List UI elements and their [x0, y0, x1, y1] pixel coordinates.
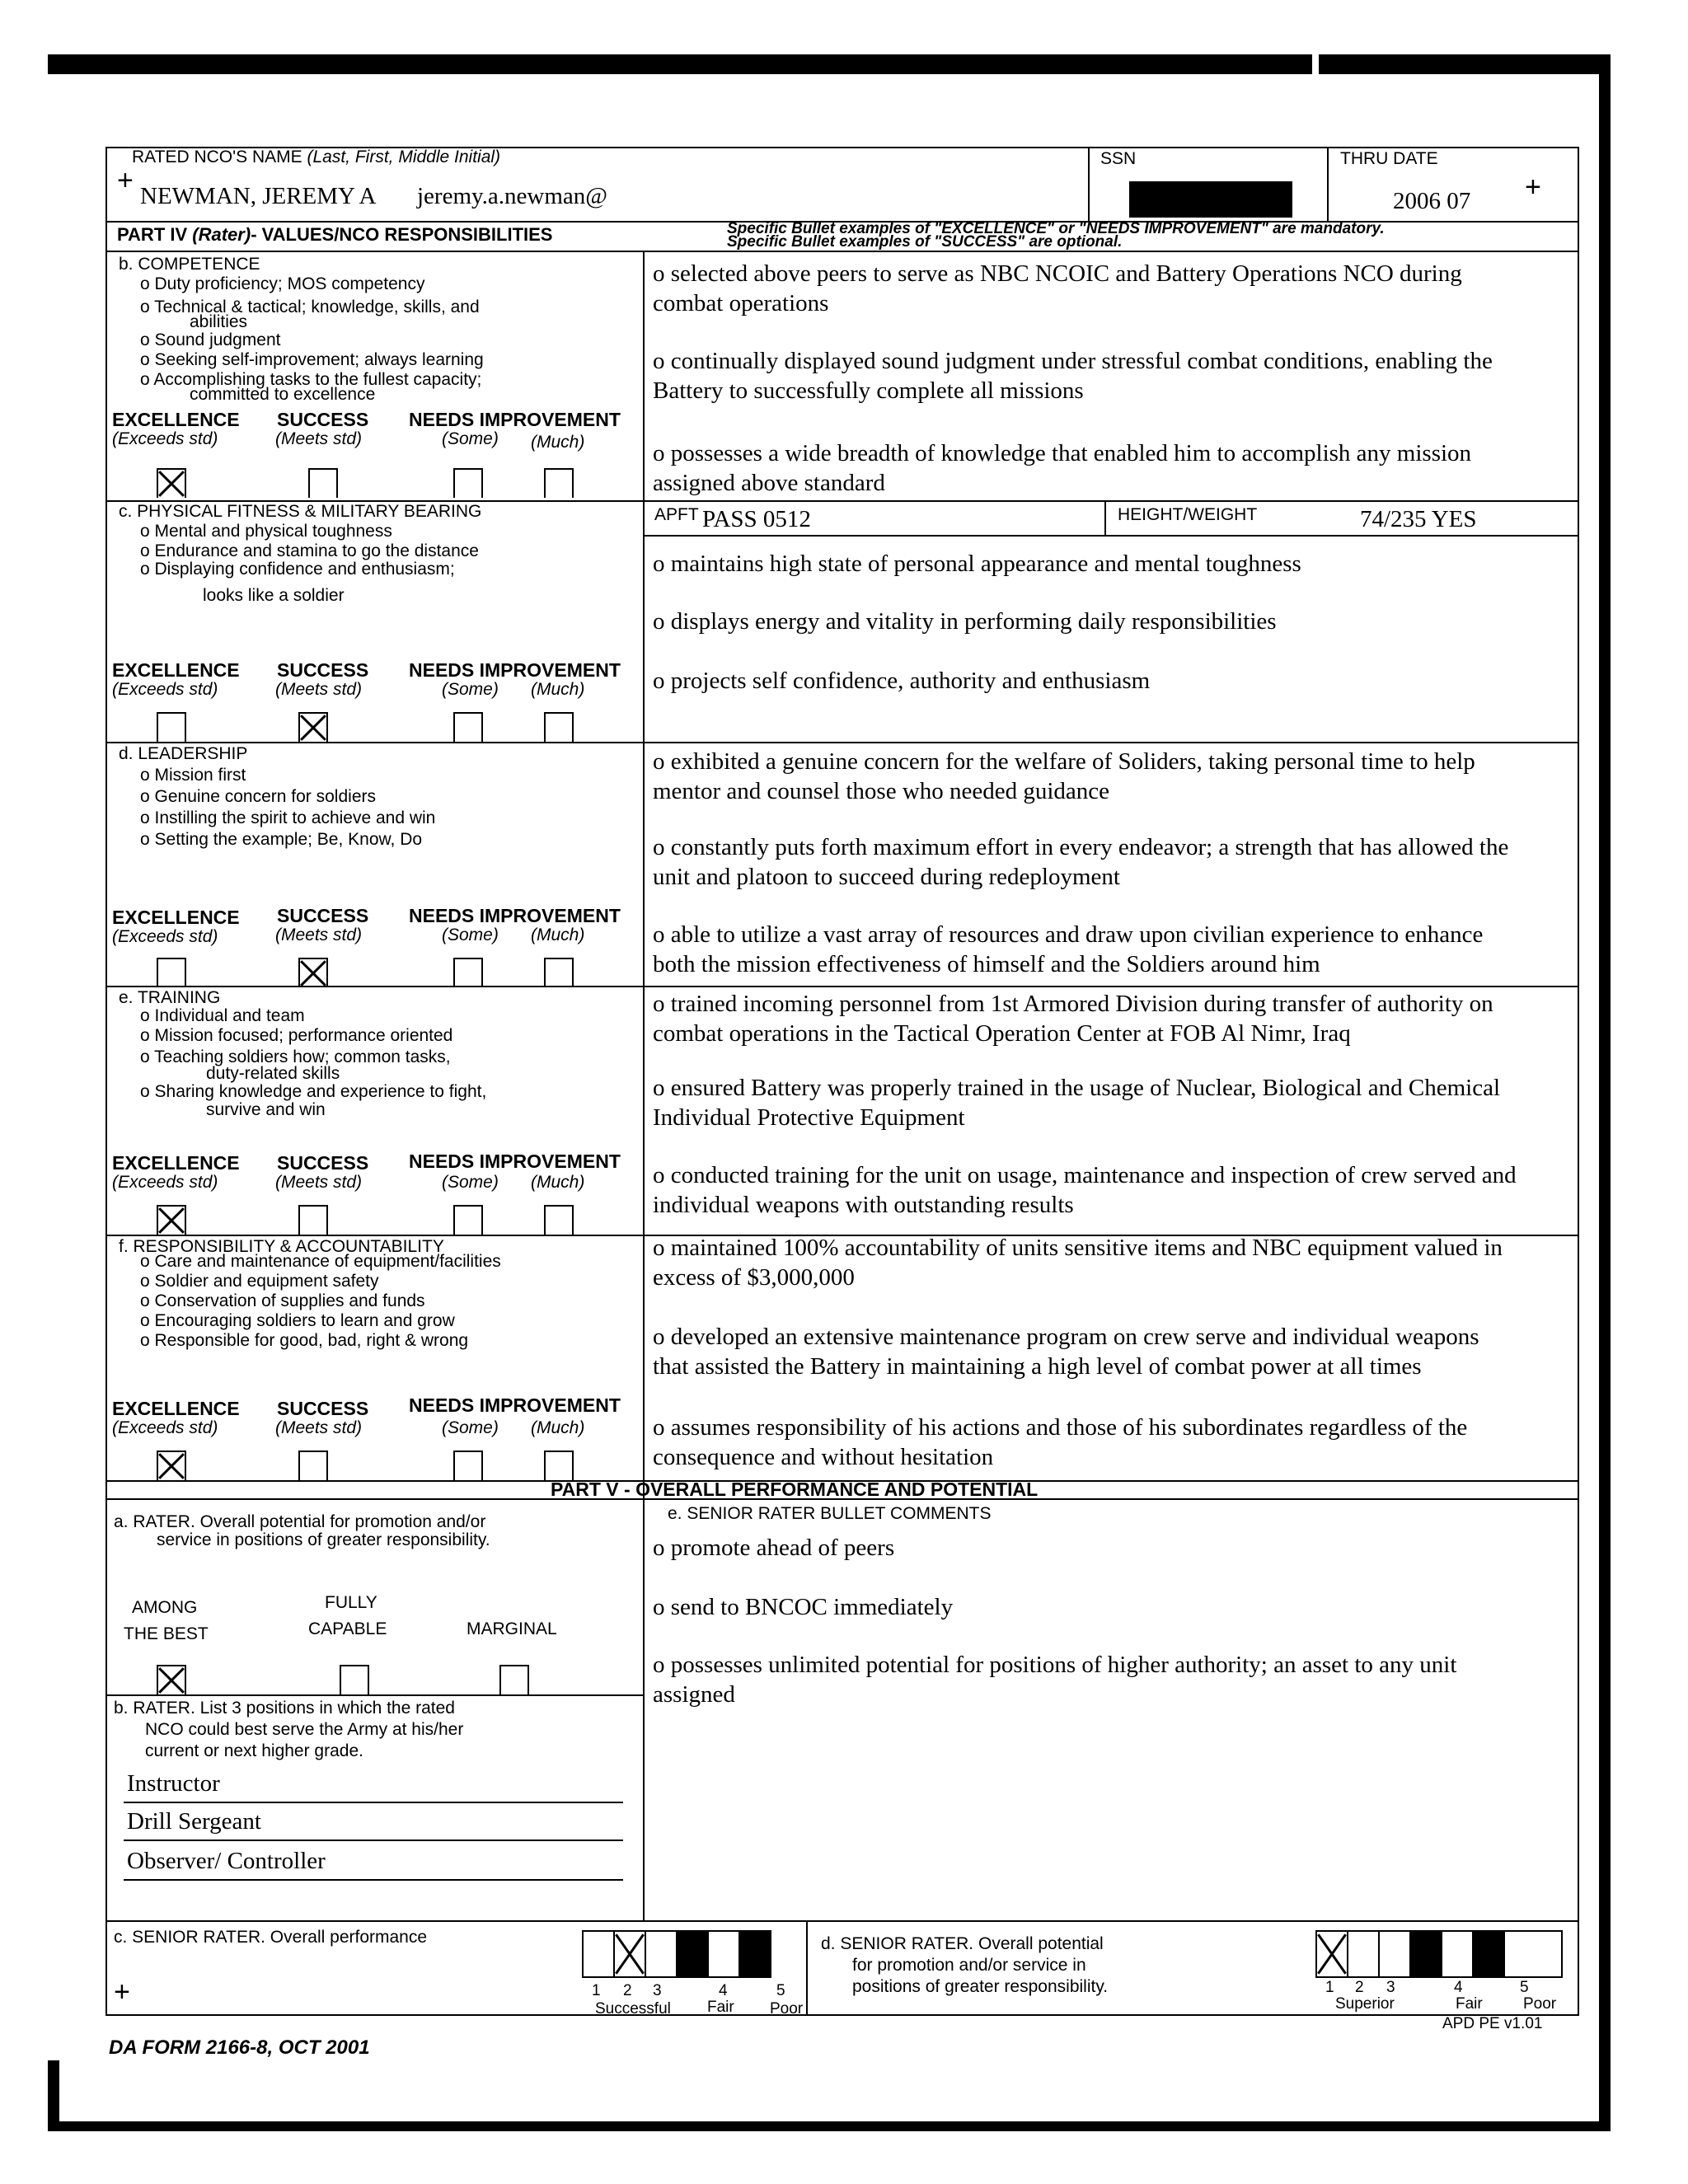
fitness-bullet-3: o projects self confidence, authority and enthusiasm: [653, 668, 1151, 694]
apft-label: APFT: [654, 505, 699, 524]
senior-rater-comments-label: e. SENIOR RATER BULLET COMMENTS: [668, 1504, 992, 1523]
leadership-success-checkbox[interactable]: [298, 958, 328, 987]
training-excellence-checkbox[interactable]: [157, 1205, 186, 1235]
training-title: e. TRAINING: [119, 988, 221, 1007]
responsibility-success-checkbox[interactable]: [298, 1451, 328, 1480]
part-v-title: PART V - OVERALL PERFORMANCE AND POTENTIAL: [551, 1479, 1039, 1500]
rater-a-label: a. RATER. Overall potential for promotion and/or: [114, 1512, 486, 1531]
bullet-note-2: Specific Bullet examples of "SUCCESS" are optional.: [727, 233, 1123, 251]
fitness-title: c. PHYSICAL FITNESS & MILITARY BEARING: [119, 502, 482, 521]
part-iv-title: PART IV (Rater)- VALUES/NCO RESPONSIBILITIES: [117, 224, 553, 245]
bullet-note-1: Specific Bullet examples of "EXCELLENCE" or "NEEDS IMPROVEMENT" are mandatory.: [727, 220, 1385, 237]
ncoer-form: RATED NCO'S NAME (Last, First, Middle Initial) + NEWMAN, JEREMY A jeremy.a.newman@ SSN THRU DATE 2006 07 + PART IV (Rater)- VALUES/NCO RESPONSIBILITIES Specific Bullet examples of "EXCELLENCE" or "NEEDS IMPROVEMENT" are mandatory. Specific Bullet examples of "SUCCESS" are optional. b. COMPETENCE o Duty proficiency; MOS competency o Technical & tactical; knowledge, skills, and abilities o Sound judgment o Seeking self-improvement; always learning o Accomplishing tasks to the fullest capacity; committed to excellence EXCELLENCE (Exceeds std) SUCCESS (Meets std) NEEDS IMPROVEMENT (Some) (Much) o selected above peers to serve as NBC NCOIC and Battery Operations NCO during combat operations o continually displayed sound judgment under stressful combat conditions, enabling the Battery to successfully complete all missions o possesses a wide breadth of knowledge that enabled him to accomplish any mission assigned above standard c. PHYSICAL FITNESS & MILITARY BEARING o Mental and physical toughness o Endurance and stamina to go the distance o Displaying confidence and enthusiasm; looks like a soldier EXCELLENCE (Exceeds std) SUCCESS (Meets std) NEEDS IMPROVEMENT (Some) (Much) APFT PASS 0512 HEIGHT/WEIGHT 74/235 YES o maintains high state of personal appearance and mental toughness o displays energy and vitality in performing daily responsibilities o projects self confidence, authority and enthusiasm d. LEADERSHIP o Mission first o Genuine concern for soldiers o Instilling the spirit to achieve and win o Setting the example; Be, Know, Do EXCELLENCE (Exceeds std) SUCCESS (Meets std) NEEDS IMPROVEMENT (Some) (Much) o exhibited a genuine concern for the welfare of Soliders, taking personal time to help mentor and counsel those who needed guidance o constantly puts forth maximum effort in every endeavor; a strength that has allowed the unit and platoon to succeed during redeployment o able to utilize a vast array of resources and draw upon civilian experience to enhance both the mission effectiveness of himself and the Soldiers around him e. TRAINING o Individual and team o Mission focused; performance oriented o Teaching soldiers how; common tasks, duty-related skills o Sharing knowledge and experience to fight, survive and win EXCELLENCE (Exceeds std) SUCCESS (Meets std) NEEDS IMPROVEMENT (Some) (Much) o trained incoming personnel from 1st Armored Division during transfer of authority on combat operations in the Tactical Operation Center at FOB Al Nimr, Iraq o ensured Battery was properly trained in the usage of Nuclear, Biological and Chemical Individual Protective Equipment o conducted training for the unit on usage, maintenance and inspection of crew served and individual weapons with outstanding results f. RESPONSIBILITY & ACCOUNTABILITY o Care and maintenance of equipment/facilities o Soldier and equipment safety o Conservation of supplies and funds o Encouraging soldiers to learn and grow o Responsible for good, bad, right & wrong EXCELLENCE (Exceeds std) SUCCESS (Meets std) NEEDS IMPROVEMENT (Some) (Much) o maintained 100% accountability of units sensitive items and NBC equipment valued in excess of $3,000,000 o developed an extensive maintenance program on crew serve and individual weapons that assisted the Battery in maintaining a high level of combat power at all times o assumes responsibility of his actions and those of his subordinates regardless of the consequence and without hesitation PART V - OVERALL PERFORMANCE AND POTENTIAL a. RATER. Overall potential for promotion and/or service in positions of greater responsibility. AMONG THE BEST FULLY CAPABLE MARGINAL b. RATER. List 3 positions in which the rated NCO could best serve the Army at his/her current or next higher grade. Instructor Drill Sergeant Observer/ Controller e. SENIOR RATER BULLET COMMENTS o promote ahead of peers o send to BNCOC immediately o possesses unlimited potential for positions of higher authority; an asset to any unit assigned c. SENIOR RATER. Overall performance + 1 2 3 4 5 Successful Fair Poor d. SENIOR RATER. Overall potential for promotion and/or service in positions of greater responsibility. 1 2 3 4 5 Superior Fair Poor: [106, 147, 1579, 2016]
leadership-needs-some-checkbox[interactable]: [453, 958, 483, 987]
apft-value: PASS 0512: [702, 506, 811, 532]
training-bullet-1: o trained incoming personnel from 1st Armored Division during transfer of authority on combat operations in the Tactical Operation Center at FOB Al Nimr, Iraq: [653, 991, 1493, 1047]
height-weight-label: HEIGHT/WEIGHT: [1118, 505, 1258, 524]
senior-d-box-1[interactable]: [1315, 1930, 1348, 1978]
responsibility-excellence-checkbox[interactable]: [157, 1451, 186, 1480]
senior-bullet-3: o possesses unlimited potential for positions of higher authority; an asset to any unit assigned: [653, 1652, 1457, 1708]
senior-d-box-3[interactable]: [1378, 1930, 1411, 1978]
registration-mark: +: [117, 165, 134, 196]
fitness-needs-some-checkbox[interactable]: [453, 712, 483, 742]
registration-mark: +: [1525, 171, 1541, 203]
competence-excellence-checkbox[interactable]: [157, 468, 186, 498]
scan-border-right: [1599, 54, 1611, 2131]
rater-among-the-best-checkbox[interactable]: [157, 1665, 186, 1694]
position-3: Observer/ Controller: [127, 1848, 326, 1874]
senior-rater-c-label: c. SENIOR RATER. Overall performance: [114, 1928, 428, 1947]
name-label: RATED NCO'S NAME (Last, First, Middle Initial): [132, 148, 501, 166]
thru-date-value: 2006 07: [1393, 188, 1471, 214]
fitness-bullet-1: o maintains high state of personal appearance and mental toughness: [653, 551, 1301, 577]
responsibility-needs-much-checkbox[interactable]: [544, 1451, 574, 1480]
competence-title: b. COMPETENCE: [119, 255, 260, 274]
competence-bullet-3: o possesses a wide breadth of knowledge that enabled him to accomplish any mission assigned above standard: [653, 440, 1472, 496]
leadership-needs-much-checkbox[interactable]: [544, 958, 574, 987]
training-needs-some-checkbox[interactable]: [453, 1205, 483, 1235]
senior-c-box-5[interactable]: [738, 1930, 771, 1978]
rater-b-label: b. RATER. List 3 positions in which the rated: [114, 1699, 455, 1718]
responsibility-bullet-1: o maintained 100% accountability of units sensitive items and NBC equipment valued in excess of $3,000,000: [653, 1235, 1503, 1291]
leadership-title: d. LEADERSHIP: [119, 744, 248, 763]
senior-d-box-5[interactable]: [1472, 1930, 1505, 1978]
training-success-checkbox[interactable]: [298, 1205, 328, 1235]
competence-success-checkbox[interactable]: [308, 468, 338, 498]
responsibility-bullet-3: o assumes responsibility of his actions and those of his subordinates regardless of the consequence and without hesitation: [653, 1414, 1468, 1470]
senior-c-box-3[interactable]: [645, 1930, 678, 1978]
senior-d-box-4[interactable]: [1409, 1930, 1442, 1978]
training-needs-much-checkbox[interactable]: [544, 1205, 574, 1235]
registration-mark: +: [114, 1976, 130, 2008]
fitness-success-checkbox[interactable]: [298, 712, 328, 742]
competence-needs-much-checkbox[interactable]: [544, 468, 574, 498]
height-weight-value: 74/235 YES: [1360, 506, 1477, 532]
scan-border-top: [48, 54, 1606, 74]
responsibility-bullet-2: o developed an extensive maintenance program on crew serve and individual weapons that assisted the Battery in maintaining a high level of combat power at all times: [653, 1324, 1479, 1380]
ssn-redaction: [1129, 181, 1292, 218]
position-1: Instructor: [127, 1770, 220, 1797]
competence-bullet-2: o continually displayed sound judgment under stressful combat conditions, enabling the Battery to successfully complete all missions: [653, 348, 1493, 404]
fitness-needs-much-checkbox[interactable]: [544, 712, 574, 742]
senior-bullet-2: o send to BNCOC immediately: [653, 1594, 954, 1620]
form-id: DA FORM 2166-8, OCT 2001: [109, 2036, 370, 2059]
senior-c-box-2[interactable]: [613, 1930, 646, 1978]
competence-bullet-1: o selected above peers to serve as NBC NCOIC and Battery Operations NCO during combat operations: [653, 260, 1462, 316]
responsibility-needs-some-checkbox[interactable]: [453, 1451, 483, 1480]
rated-nco-email: jeremy.a.newman@: [417, 183, 607, 209]
leadership-bullet-2: o constantly puts forth maximum effort in every endeavor; a strength that has allowed the unit and platoon to succeed during redeployment: [653, 834, 1509, 890]
competence-needs-some-checkbox[interactable]: [453, 468, 483, 498]
scan-border-notch: [1312, 54, 1319, 82]
ssn-label: SSN: [1100, 149, 1137, 168]
position-2: Drill Sergeant: [127, 1808, 261, 1835]
senior-rater-d-label: d. SENIOR RATER. Overall potential: [821, 1934, 1104, 1953]
fitness-bullet-2: o displays energy and vitality in performing daily responsibilities: [653, 608, 1277, 635]
training-bullet-2: o ensured Battery was properly trained in the usage of Nuclear, Biological and Chemical Individual Protective Equipment: [653, 1075, 1500, 1131]
fitness-excellence-checkbox[interactable]: [157, 712, 186, 742]
senior-d-box-spacer: [1441, 1930, 1474, 1978]
senior-c-box-spacer: [707, 1930, 740, 1978]
leadership-bullet-3: o able to utilize a vast array of resources and draw upon civilian experience to enhance both the mission effectiveness of himself and the Soldiers around him: [653, 921, 1484, 977]
rated-nco-name: NEWMAN, JEREMY A: [140, 183, 377, 209]
thru-date-label: THRU DATE: [1340, 149, 1438, 168]
responsibility-title: f. RESPONSIBILITY & ACCOUNTABILITY: [119, 1237, 444, 1256]
senior-bullet-1: o promote ahead of peers: [653, 1535, 895, 1561]
training-bullet-3: o conducted training for the unit on usage, maintenance and inspection of crew served and individual weapons with outstanding results: [653, 1162, 1517, 1218]
leadership-excellence-checkbox[interactable]: [157, 958, 186, 987]
scan-border-bottom: [48, 2121, 1611, 2131]
senior-d-box-2[interactable]: [1347, 1930, 1380, 1978]
rater-fully-capable-checkbox[interactable]: [340, 1665, 369, 1694]
senior-d-box-end: [1503, 1930, 1563, 1978]
senior-c-box-4[interactable]: [676, 1930, 709, 1978]
senior-c-box-1[interactable]: [582, 1930, 615, 1978]
form-version: APD PE v1.01: [1442, 2015, 1543, 2032]
leadership-bullet-1: o exhibited a genuine concern for the welfare of Soliders, taking personal time to help mentor and counsel those who needed guidance: [653, 748, 1475, 804]
rater-marginal-checkbox[interactable]: [499, 1665, 529, 1694]
